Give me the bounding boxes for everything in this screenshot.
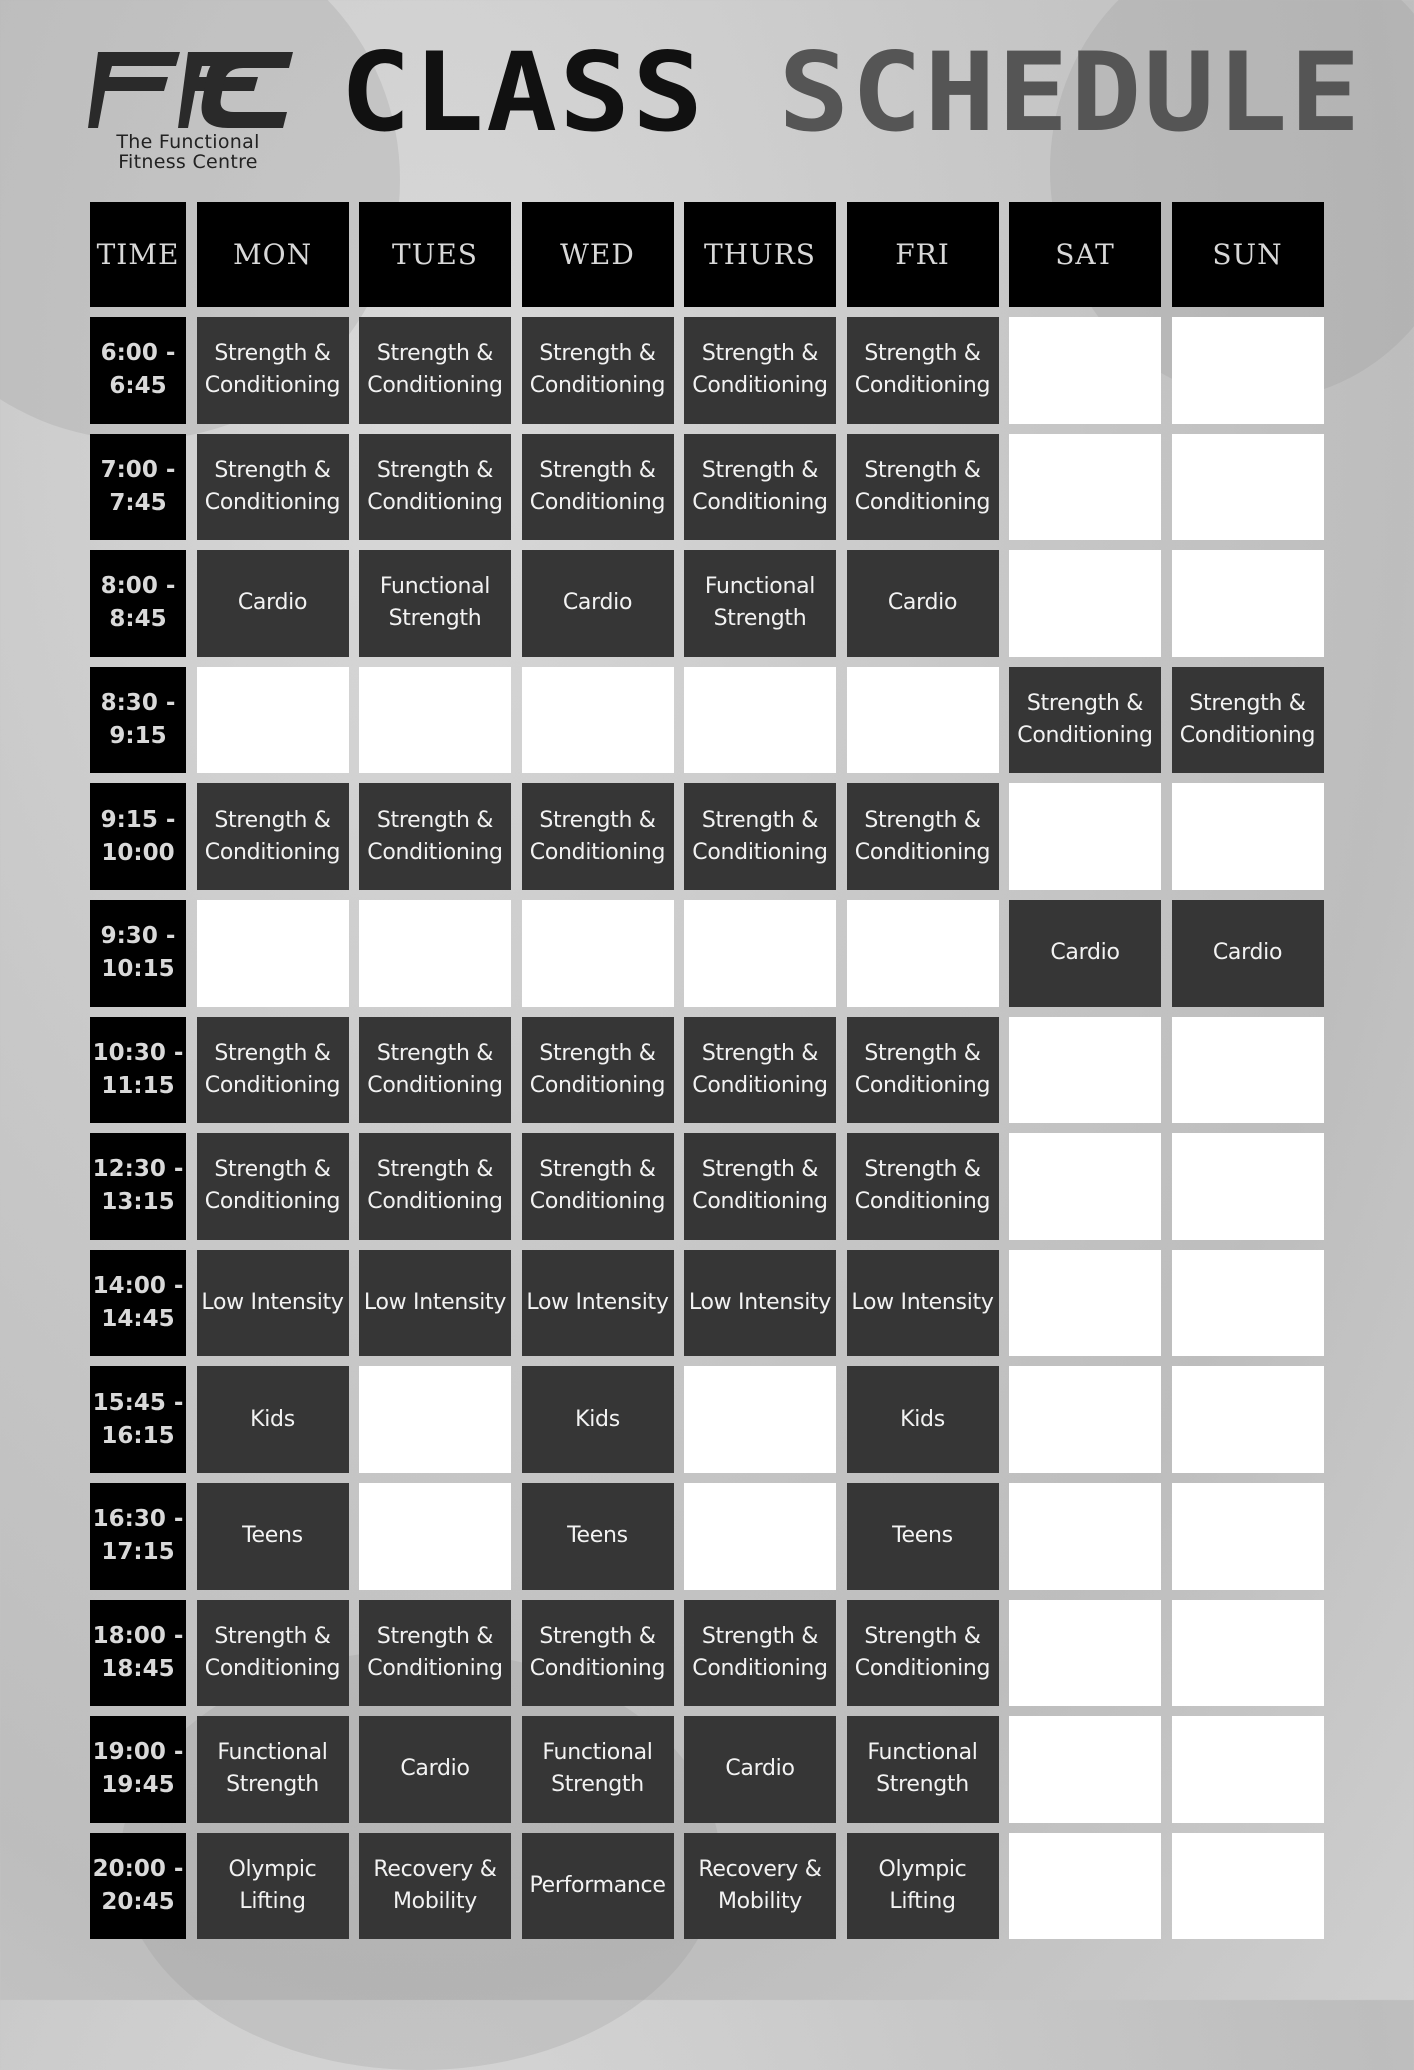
class-cell: Strength & Conditioning: [684, 1600, 836, 1707]
class-cell: Strength & Conditioning: [847, 783, 999, 890]
title-word-schedule: SCHEDULE: [778, 28, 1363, 156]
class-cell: Functional Strength: [359, 550, 511, 657]
class-cell: Cardio: [522, 550, 674, 657]
brand-tagline: [88, 132, 288, 172]
empty-cell: [1172, 550, 1324, 657]
class-cell: Strength & Conditioning: [359, 1133, 511, 1240]
empty-cell: [1009, 434, 1161, 541]
class-cell: Strength & Conditioning: [684, 1133, 836, 1240]
empty-cell: [1172, 434, 1324, 541]
class-cell: Functional Strength: [522, 1716, 674, 1823]
brand-logo: [88, 50, 293, 175]
empty-cell: [1172, 1366, 1324, 1473]
class-cell: Low Intensity: [847, 1250, 999, 1357]
time-slot: 14:00 - 14:45: [90, 1250, 186, 1357]
class-cell: Strength & Conditioning: [522, 317, 674, 424]
empty-cell: [359, 667, 511, 774]
class-cell: Strength & Conditioning: [684, 1017, 836, 1124]
time-slot: 16:30 - 17:15: [90, 1483, 186, 1590]
empty-cell: [684, 667, 836, 774]
class-cell: Low Intensity: [359, 1250, 511, 1357]
empty-cell: [684, 1483, 836, 1590]
class-cell: Cardio: [684, 1716, 836, 1823]
title-word-class: CLASS: [340, 28, 706, 156]
time-slot: 9:30 - 10:15: [90, 900, 186, 1007]
tagline-line-1: The Functional: [116, 131, 260, 153]
time-slot: 8:00 - 8:45: [90, 550, 186, 657]
empty-cell: [1009, 1600, 1161, 1707]
empty-cell: [1009, 1366, 1161, 1473]
empty-cell: [1172, 1833, 1324, 1940]
time-slot: 6:00 - 6:45: [90, 317, 186, 424]
column-header-sat: SAT: [1009, 202, 1161, 307]
empty-cell: [1172, 1133, 1324, 1240]
class-cell: Cardio: [1172, 900, 1324, 1007]
class-cell: Recovery & Mobility: [359, 1833, 511, 1940]
schedule-table: [90, 202, 1324, 1940]
class-cell: Strength & Conditioning: [522, 783, 674, 890]
time-slot: 10:30 - 11:15: [90, 1017, 186, 1124]
time-slot: 19:00 - 19:45: [90, 1716, 186, 1823]
class-cell: Strength & Conditioning: [847, 1017, 999, 1124]
class-cell: Strength & Conditioning: [847, 434, 999, 541]
time-slot: 8:30 - 9:15: [90, 667, 186, 774]
class-cell: Strength & Conditioning: [359, 1600, 511, 1707]
empty-cell: [1009, 1483, 1161, 1590]
column-header-wed: WED: [522, 202, 674, 307]
class-cell: Strength & Conditioning: [684, 783, 836, 890]
class-cell: Kids: [197, 1366, 349, 1473]
class-cell: Strength & Conditioning: [197, 1133, 349, 1240]
empty-cell: [359, 1366, 511, 1473]
class-cell: Kids: [847, 1366, 999, 1473]
class-cell: Performance: [522, 1833, 674, 1940]
ffc-logo-mark: [88, 50, 293, 130]
empty-cell: [1009, 783, 1161, 890]
class-cell: Functional Strength: [847, 1716, 999, 1823]
empty-cell: [1009, 317, 1161, 424]
time-slot: 15:45 - 16:15: [90, 1366, 186, 1473]
class-cell: Strength & Conditioning: [359, 317, 511, 424]
empty-cell: [1172, 1250, 1324, 1357]
time-slot: 12:30 - 13:15: [90, 1133, 186, 1240]
empty-cell: [1009, 1017, 1161, 1124]
class-cell: Strength & Conditioning: [522, 1017, 674, 1124]
class-cell: Strength & Conditioning: [359, 434, 511, 541]
class-cell: Cardio: [847, 550, 999, 657]
empty-cell: [1172, 783, 1324, 890]
class-cell: Strength & Conditioning: [522, 1133, 674, 1240]
empty-cell: [847, 667, 999, 774]
empty-cell: [1172, 1017, 1324, 1124]
class-cell: Kids: [522, 1366, 674, 1473]
class-cell: Recovery & Mobility: [684, 1833, 836, 1940]
tagline-line-2: Fitness Centre: [118, 151, 258, 173]
class-cell: Teens: [522, 1483, 674, 1590]
class-cell: Olympic Lifting: [847, 1833, 999, 1940]
empty-cell: [684, 900, 836, 1007]
class-cell: Teens: [847, 1483, 999, 1590]
class-cell: Low Intensity: [522, 1250, 674, 1357]
empty-cell: [1009, 1250, 1161, 1357]
empty-cell: [522, 667, 674, 774]
class-cell: Functional Strength: [684, 550, 836, 657]
class-cell: Strength & Conditioning: [197, 434, 349, 541]
class-cell: Strength & Conditioning: [197, 1600, 349, 1707]
empty-cell: [197, 900, 349, 1007]
class-cell: Low Intensity: [684, 1250, 836, 1357]
empty-cell: [359, 900, 511, 1007]
class-cell: Strength & Conditioning: [197, 317, 349, 424]
class-cell: Strength & Conditioning: [847, 1133, 999, 1240]
page-title: [340, 28, 1363, 156]
column-header-sun: SUN: [1172, 202, 1324, 307]
class-cell: Cardio: [359, 1716, 511, 1823]
empty-cell: [1009, 1833, 1161, 1940]
empty-cell: [1009, 1133, 1161, 1240]
column-header-thurs: THURS: [684, 202, 836, 307]
class-cell: Strength & Conditioning: [522, 1600, 674, 1707]
class-cell: Functional Strength: [197, 1716, 349, 1823]
empty-cell: [522, 900, 674, 1007]
column-header-fri: FRI: [847, 202, 999, 307]
class-cell: Strength & Conditioning: [522, 434, 674, 541]
empty-cell: [1172, 1716, 1324, 1823]
empty-cell: [1172, 1600, 1324, 1707]
empty-cell: [847, 900, 999, 1007]
time-slot: 7:00 - 7:45: [90, 434, 186, 541]
empty-cell: [1009, 550, 1161, 657]
class-cell: Low Intensity: [197, 1250, 349, 1357]
class-cell: Cardio: [1009, 900, 1161, 1007]
class-cell: Cardio: [197, 550, 349, 657]
class-cell: Strength & Conditioning: [197, 1017, 349, 1124]
empty-cell: [684, 1366, 836, 1473]
class-cell: Strength & Conditioning: [847, 1600, 999, 1707]
column-header-time: TIME: [90, 202, 186, 307]
class-cell: Strength & Conditioning: [1172, 667, 1324, 774]
class-cell: Strength & Conditioning: [197, 783, 349, 890]
column-header-mon: MON: [197, 202, 349, 307]
class-cell: Strength & Conditioning: [359, 1017, 511, 1124]
class-cell: Strength & Conditioning: [684, 317, 836, 424]
empty-cell: [1009, 1716, 1161, 1823]
class-cell: Strength & Conditioning: [1009, 667, 1161, 774]
class-cell: Strength & Conditioning: [359, 783, 511, 890]
class-cell: Strength & Conditioning: [847, 317, 999, 424]
time-slot: 18:00 - 18:45: [90, 1600, 186, 1707]
time-slot: 9:15 - 10:00: [90, 783, 186, 890]
class-cell: Strength & Conditioning: [684, 434, 836, 541]
class-cell: Olympic Lifting: [197, 1833, 349, 1940]
empty-cell: [1172, 1483, 1324, 1590]
class-cell: Teens: [197, 1483, 349, 1590]
time-slot: 20:00 - 20:45: [90, 1833, 186, 1940]
empty-cell: [197, 667, 349, 774]
empty-cell: [1172, 317, 1324, 424]
column-header-tues: TUES: [359, 202, 511, 307]
empty-cell: [359, 1483, 511, 1590]
